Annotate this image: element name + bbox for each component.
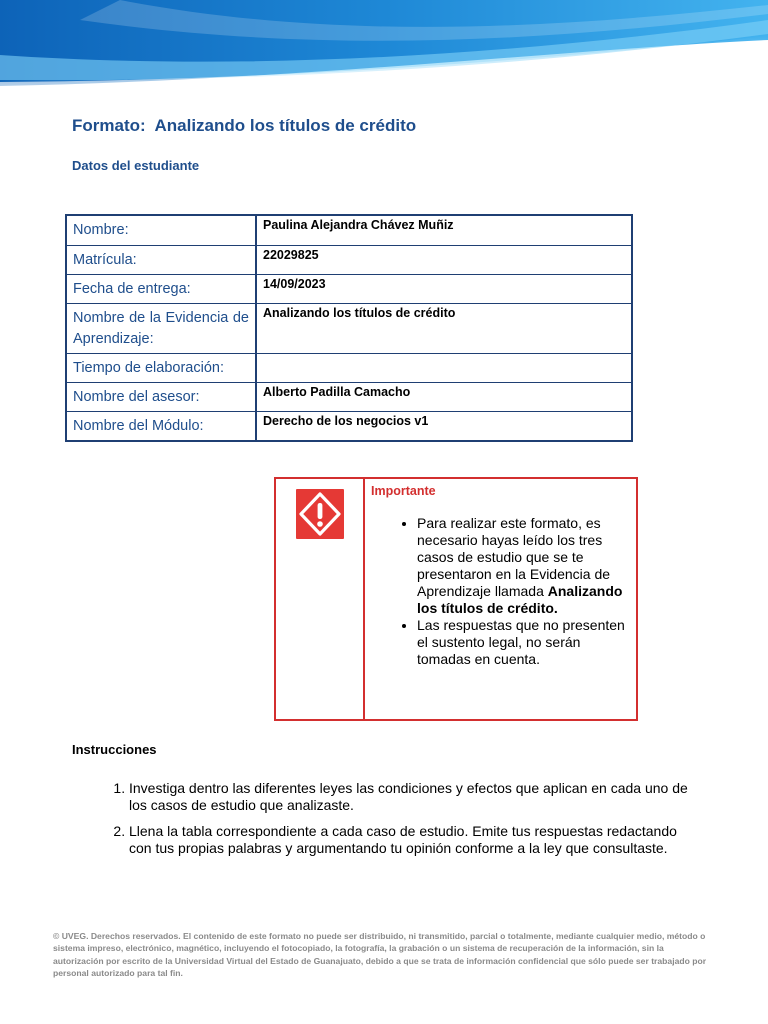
list-item: 1. Investiga dentro las diferentes leyes las condiciones y efectos que aplican en cada uno de los casos de estudio que analizaste. [129,780,699,814]
row-value[interactable]: Analizando los títulos de crédito [256,303,632,353]
student-data-table [65,214,633,442]
important-notice-box [274,477,638,721]
notice-content [365,479,636,719]
row-value[interactable]: 22029825 [256,245,632,274]
list-item: • Las respuestas que no presenten el sustento legal, no serán tomadas en cuenta. [417,617,627,668]
warning-diamond-icon [296,489,344,539]
row-label: Nombre de la Evidencia de Aprendizaje: [66,303,256,353]
notice-list [365,515,627,668]
table-row [66,245,632,274]
row-value[interactable]: Derecho de los negocios v1 [256,411,632,441]
table-row [66,303,632,353]
header-banner [0,0,768,100]
row-label: Matrícula: [66,245,256,274]
notice-heading: Importante [371,484,436,498]
table-row [66,411,632,441]
row-value[interactable]: Alberto Padilla Camacho [256,382,632,411]
copyright-footer: © UVEG. Derechos reservados. El contenido de este formato no puede ser distribuido, ni transmitido, parcial o totalmente, mediante cualquier medio, método o sistema impreso, electrónico, magnético, incluyendo el fotocopiado, la fotografía, la grabación o un sistema de recuperación de la información, sin la autorización por escrito de la Universidad Virtual del Estado de Guanajuato, debido a que se trata de información confidencial que sólo puede ser trabajado por personal autorizado para tal fin. [53,931,707,978]
table-row [66,382,632,411]
table-row [66,353,632,382]
table-row [66,215,632,245]
table-row [66,274,632,303]
page-title: Formato: Analizando los títulos de crédito [72,116,417,135]
instructions-title: Instrucciones [72,742,157,757]
list-item: 2. Llena la tabla correspondiente a cada caso de estudio. Emite tus respuestas redactando con tus propias palabras y argumentando tu opinión conforme a la ley que consultaste. [129,823,699,857]
row-label: Fecha de entrega: [66,274,256,303]
row-label: Nombre del asesor: [66,382,256,411]
row-label: Nombre del Módulo: [66,411,256,441]
notice-bold-text: Analizando los títulos de crédito. [417,583,623,616]
row-value[interactable]: Paulina Alejandra Chávez Muñiz [256,215,632,245]
list-item [417,515,627,617]
row-value[interactable]: 14/09/2023 [256,274,632,303]
instructions-list [72,780,699,866]
row-value[interactable] [256,353,632,382]
row-label: Nombre: [66,215,256,245]
section-subtitle: Datos del estudiante [72,158,200,173]
notice-icon-column [276,479,365,719]
notice-text: Para realizar este formato, es necesario hayas leído los tres casos de estudio que se te presentaron en la Evidencia de Aprendizaje llamada [417,515,611,599]
row-label: Tiempo de elaboración: [66,353,256,382]
